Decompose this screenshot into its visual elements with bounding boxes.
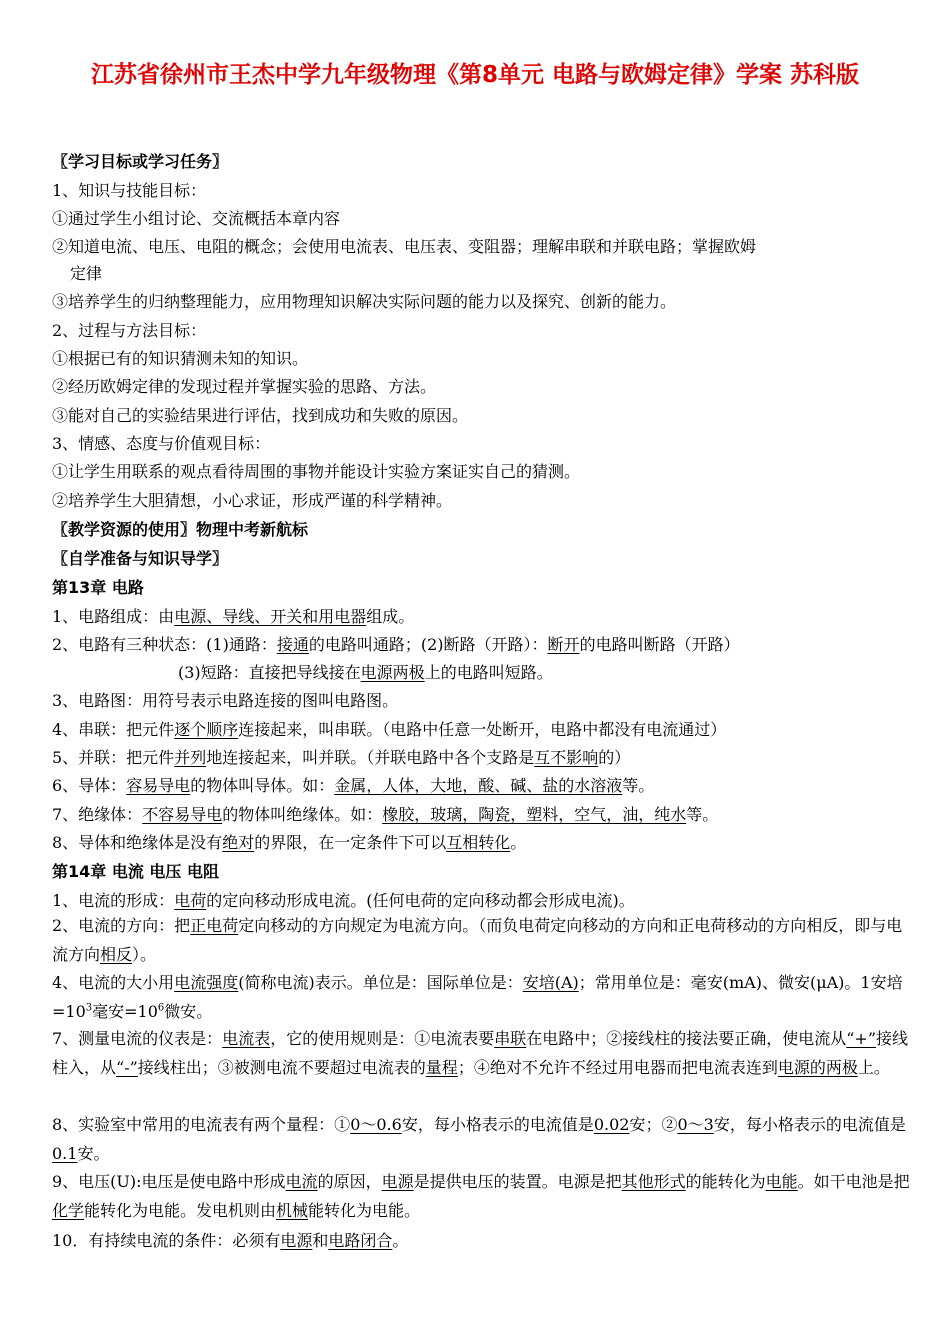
ch13-line-2b (178, 663, 950, 683)
answer: 金属，人体，大地，酸、碱、盐的水溶液 (334, 776, 623, 795)
ch14-line-7 (52, 1025, 912, 1082)
text: 的电路叫通路；(2)断路（开路）： (308, 635, 548, 654)
answer: 0.1 (52, 1143, 78, 1163)
text: 8、导体和绝缘体是没有 (52, 833, 223, 852)
answer: 量程 (425, 1057, 458, 1077)
text: 的电路叫断路（开路） (579, 635, 740, 654)
answer: 不容易导电 (142, 805, 223, 824)
answer: 电流 (285, 1172, 318, 1191)
text: (简称电流)表示。单位是：国际单位是： (238, 973, 523, 992)
process-heading: 2、过程与方法目标： (52, 321, 207, 340)
text: 4、电流的大小用 (52, 973, 175, 992)
text: 9、电压(U):电压是使电路中形成 (52, 1172, 286, 1191)
ch13-line-3: 3、电路图：用符号表示电路连接的图叫电路图。 (52, 691, 399, 710)
knowledge-item-2: ②知道电流、电压、电阻的概念；会使用电流表、电压表、变阻器；理解串联和并联电路；掌握欧姆 (52, 237, 757, 256)
answer: 安培(A) (522, 973, 579, 992)
process-item-3: ③能对自己的实验结果进行评估，找到成功和失败的原因。 (52, 406, 469, 425)
text: 安，每小格表示的电流值是 (401, 1115, 594, 1134)
page-title: 江苏省徐州市王杰中学九年级物理《第8单元 电路与欧姆定律》学案 苏科版 (90, 62, 860, 88)
answer: 容易导电 (126, 776, 191, 795)
text: 等。 (686, 805, 719, 824)
ch14-line-9 (52, 1168, 912, 1225)
answer: 相反 (100, 944, 133, 964)
text: 10．有持续电流的条件：必须有 (52, 1231, 281, 1250)
text: 安，每小格表示的电流值是 (713, 1115, 906, 1134)
text: 的定向移动形成电流。(任何电荷的定向移动都会形成电流)。 (206, 891, 635, 910)
answer: 正电荷 (190, 916, 239, 935)
answer: 橡胶，玻璃，陶瓷，塑料，空气，油，纯水 (382, 805, 687, 824)
text: 上的电路叫短路。 (424, 663, 553, 682)
answer: 电源、导线、开关和用电器 (174, 607, 367, 626)
ch14-line-8 (52, 1111, 912, 1168)
resources-label: 〖教学资源的使用〗 (52, 520, 197, 539)
text: 定向移动的方向规定为电流方向。（而负电荷定向移动的方向和正电荷移动的方向相反，即与电流方向 (52, 916, 903, 964)
answer: 绝对 (222, 833, 255, 852)
text: 安；② (629, 1115, 678, 1134)
text: 的能转化为 (685, 1172, 766, 1191)
exponent: 3 (85, 1002, 93, 1014)
chapter-14-heading: 第14章 电流 电压 电阻 (52, 862, 219, 881)
answer: 电能 (765, 1172, 798, 1191)
answer: 电源两极 (360, 663, 425, 682)
answer: 机械 (276, 1200, 309, 1220)
text: 上。 (857, 1057, 890, 1077)
chapter-13-heading: 第13章 电路 (52, 578, 144, 597)
text: 接线柱入，从 (52, 1029, 909, 1077)
ch13-line-2 (52, 635, 912, 655)
answer: 串联 (494, 1029, 527, 1048)
answer: 接通 (276, 635, 309, 654)
text: 接线柱出；③被测电流不要超过电流表的 (137, 1057, 426, 1077)
text: 安。 (77, 1143, 110, 1163)
ch14-line-2 (52, 912, 912, 969)
ch13-line-7 (52, 805, 912, 825)
ch13-line-8 (52, 833, 912, 853)
text: 毫安=10 (92, 1001, 158, 1021)
answer: 电源 (280, 1231, 313, 1250)
text: ）。 (132, 944, 157, 964)
answer: 断开 (547, 635, 580, 654)
text: 。如干电池是把 (797, 1172, 910, 1191)
text: 8、实验室中常用的电流表有两个量程：① (52, 1115, 351, 1134)
knowledge-item-2-cont: 定律 (70, 264, 103, 283)
text: 的物体叫导体。如： (190, 776, 335, 795)
answer: 互相转化 (446, 833, 511, 852)
answer: 电流表 (222, 1029, 271, 1048)
text: 的） (598, 748, 631, 767)
answer: 电路闭合 (328, 1231, 393, 1250)
text: 连接起来，叫串联。（电路中任意一处断开，电路中都没有电流通过） (238, 720, 727, 739)
answer: “-” (116, 1057, 138, 1077)
ch14-line-4 (52, 969, 912, 1026)
emotion-item-1: ①让学生用联系的观点看待周围的事物并能设计实验方案证实自己的猜测。 (52, 462, 581, 481)
text: 能转化为电能。发电机则由 (84, 1200, 277, 1220)
process-item-1: ①根据已有的知识猜测未知的知识。 (52, 349, 309, 368)
answer: 逐个顺序 (174, 720, 239, 739)
text: 等。 (622, 776, 655, 795)
objectives-heading: 〖学习目标或学习任务〗 (52, 152, 229, 171)
text: 地连接起来，叫并联。（并联电路中各个支路是 (206, 748, 535, 767)
text: 。 (392, 1231, 409, 1250)
text: (3)短路：直接把导线接在 (178, 663, 361, 682)
text: 能转化为电能。 (308, 1200, 421, 1220)
text: ；④绝对不允许不经过用电器而把电流表连到 (457, 1057, 778, 1077)
emotion-heading: 3、情感、态度与价值观目标： (52, 434, 271, 453)
answer: 电源 (381, 1172, 414, 1191)
answer: 0～3 (677, 1115, 714, 1134)
ch13-line-4 (52, 720, 912, 740)
text: 4、串联：把元件 (52, 720, 175, 739)
ch14-line-10 (52, 1231, 912, 1251)
answer: 化学 (52, 1200, 85, 1220)
text: 和 (312, 1231, 329, 1250)
text: 2、电路有三种状态：(1)通路： (52, 635, 277, 654)
resources-value: 物理中考新航标 (196, 520, 309, 539)
answer: 电流强度 (174, 973, 239, 992)
knowledge-item-3: ③培养学生的归纳整理能力，应用物理知识解决实际问题的能力以及探究、创新的能力。 (52, 292, 677, 311)
text: 2、电流的方向：把 (52, 916, 191, 935)
text: ；常用单位是：毫安(mA)、微安(μA)。1安培=10 (52, 973, 903, 1021)
exponent: 6 (157, 1002, 165, 1014)
resources-line (52, 520, 912, 540)
ch13-line-6 (52, 776, 912, 796)
answer: 并列 (174, 748, 207, 767)
emotion-item-2: ②培养学生大胆猜想，小心求证，形成严谨的科学精神。 (52, 491, 453, 510)
text: 的物体叫绝缘体。如： (222, 805, 383, 824)
prep-heading: 〖自学准备与知识导学〗 (52, 549, 229, 568)
text: 1、电流的形成： (52, 891, 175, 910)
ch14-line-1 (52, 891, 912, 911)
knowledge-item-1: ①通过学生小组讨论、交流概括本章内容 (52, 209, 341, 228)
text: 6、导体： (52, 776, 127, 795)
text: 的原因， (317, 1172, 382, 1191)
text: 1、电路组成：由 (52, 607, 175, 626)
answer: 0～0.6 (350, 1115, 402, 1134)
text: 是提供电压的装置。电源是把 (413, 1172, 622, 1191)
answer: 互不影响 (534, 748, 599, 767)
text: 7、绝缘体： (52, 805, 143, 824)
process-item-2: ②经历欧姆定律的发现过程并掌握实验的思路、方法。 (52, 377, 437, 396)
text: 在电路中；②接线柱的接法要正确，使电流从 (526, 1029, 847, 1048)
text: 组成。 (366, 607, 415, 626)
answer: 0.02 (593, 1115, 630, 1134)
text: 的界限，在一定条件下可以 (254, 833, 447, 852)
answer: 电源的两极 (777, 1057, 858, 1077)
answer: 其他形式 (621, 1172, 686, 1191)
text: 微安。 (164, 1001, 213, 1021)
text: 5、并联：把元件 (52, 748, 175, 767)
text: ，它的使用规则是：①电流表要 (270, 1029, 495, 1048)
text: 。 (510, 833, 527, 852)
text: 7、测量电流的仪表是： (52, 1029, 223, 1048)
knowledge-heading: 1、知识与技能目标： (52, 181, 207, 200)
ch13-line-5 (52, 748, 912, 768)
answer: 电荷 (174, 891, 207, 910)
answer: “+” (846, 1029, 877, 1048)
ch13-line-1 (52, 607, 912, 627)
